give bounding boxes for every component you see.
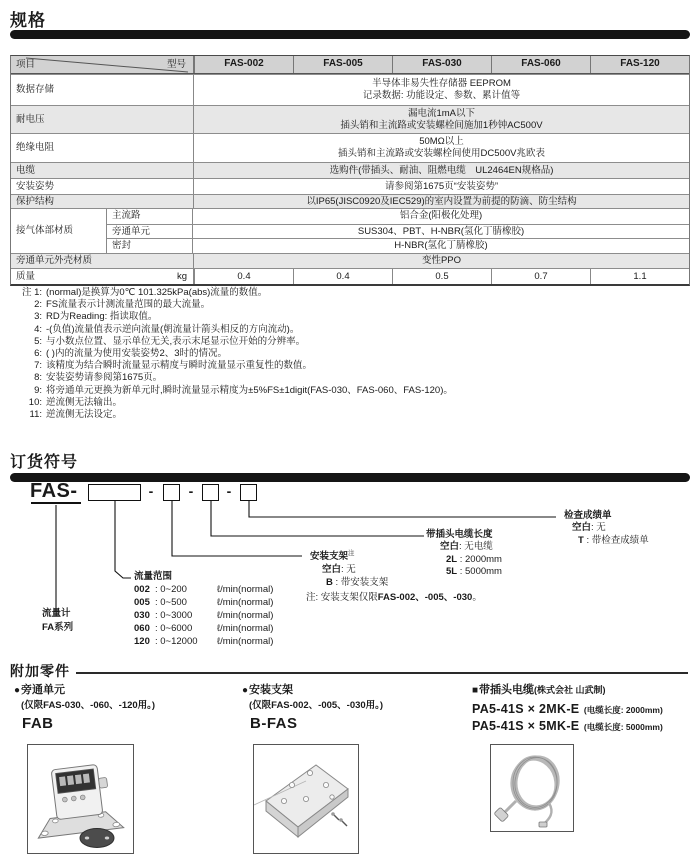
cable-length-legend	[426, 529, 502, 579]
note-number: 2:	[34, 299, 42, 311]
flow-range-code: 060	[134, 623, 150, 634]
order-code-box-certificate	[240, 484, 257, 501]
spec-table-header-row	[11, 56, 689, 74]
bypass-unit-image-frame	[27, 744, 134, 854]
part-bypass-unit	[14, 683, 155, 732]
order-code-prefix-underline	[31, 502, 81, 504]
note-item	[12, 372, 684, 384]
flow-range-item	[134, 609, 273, 622]
column-header-fas002: FAS-002	[194, 56, 293, 73]
row-value	[194, 75, 689, 105]
note-number: 11:	[29, 409, 42, 421]
row-value	[194, 134, 689, 162]
note-number: 8:	[34, 372, 42, 384]
row-value-line: 半导体非易失性存储器 EEPROM	[372, 78, 511, 90]
flow-range-unit: ℓ/min(normal)	[217, 636, 274, 647]
note-number: 4:	[34, 323, 42, 335]
flowmeter-series-label	[42, 607, 73, 634]
flow-range-code: 005	[134, 597, 150, 608]
certificate-title: 检查成绩单	[564, 510, 612, 521]
order-code-dash: -	[148, 483, 154, 499]
option-value: : 无电缆	[459, 541, 493, 553]
spec-section-divider-bar	[10, 30, 690, 39]
option-key: B	[326, 576, 333, 588]
row-value-line: 插头销和主流路或安装螺栓间使用DC500V兆欧表	[338, 148, 545, 159]
part-title: 安装支架	[249, 684, 294, 696]
mass-label: 质量	[16, 270, 36, 282]
flow-range-item	[134, 622, 273, 635]
note-item	[12, 385, 684, 397]
parts-section-title: 附加零件	[10, 663, 70, 679]
flowmeter-label-line2: FA系列	[42, 621, 74, 633]
note-text: ( )内的流量为使用安装姿势2、3时的情况。	[46, 348, 228, 360]
column-header-fas120: FAS-120	[590, 56, 689, 73]
cable-model-length: (电缆长度: 2000mm)	[583, 705, 663, 715]
note-item	[12, 287, 684, 299]
cable-model-line	[472, 701, 663, 718]
option-key: T	[578, 534, 584, 546]
flow-range-value: : 0~6000	[155, 623, 193, 634]
row-value-line: 漏电流1mA以下	[407, 107, 476, 119]
bullet-icon: ●	[242, 685, 249, 696]
mass-value-fas030: 0.5	[392, 269, 491, 284]
part-title-line	[242, 683, 383, 698]
sub-row-value: SUS304、PBT、H-NBR(氢化丁腈橡胶)	[357, 225, 525, 237]
cable-length-option	[440, 541, 502, 553]
note-item	[12, 348, 684, 360]
part-model: FAB	[22, 715, 54, 732]
corner-item-label: 项目	[16, 59, 36, 70]
flow-range-code: 030	[134, 610, 150, 621]
row-label: 数据存储	[11, 75, 194, 105]
mounting-bracket-image	[254, 745, 357, 852]
table-row-protection	[11, 194, 689, 208]
note-text: 逆流侧无法输出。	[46, 396, 123, 408]
square-marker-icon: ■	[472, 685, 479, 696]
row-label: 绝缘电阻	[11, 134, 194, 162]
note-item	[12, 336, 684, 348]
cable-model-length: (电缆长度: 5000mm)	[583, 722, 663, 732]
note-text: 与小数点位置、显示单位无关,表示末尾显示位开始的分辨率。	[46, 335, 306, 347]
mounting-bracket-image-frame	[253, 744, 359, 854]
table-row-data-storage	[11, 74, 689, 105]
sub-row-label: 旁通单元	[107, 225, 193, 239]
note-text: FS流量表示计测流量范围的最大流量。	[46, 299, 211, 311]
flow-range-value: : 0~500	[155, 597, 187, 608]
option-key: 空白	[440, 541, 460, 553]
note-number: 10:	[28, 396, 42, 408]
option-value: : 带安装支架	[332, 576, 389, 588]
option-key: 5L	[446, 566, 458, 578]
flow-range-item	[134, 583, 273, 596]
flow-range-code: 002	[134, 584, 150, 595]
bracket-title: 安装支架	[310, 551, 349, 563]
sub-row-value: 铝合金(阳极化处理)	[399, 210, 483, 222]
row-label	[11, 269, 194, 284]
part-title-line	[472, 683, 663, 698]
order-code-box-cable-length	[202, 484, 219, 501]
bracket-option	[326, 577, 482, 590]
cable-model-name: PA5-41S × 5MK-E	[472, 719, 580, 733]
order-code-prefix: FAS-	[30, 480, 78, 502]
flow-range-value: : 0~200	[155, 584, 187, 595]
wetted-sub-rows	[107, 209, 689, 253]
row-value: 选购件(带插头、耐油、阻燃电缆 UL2464EN规格品)	[329, 164, 554, 176]
cable-image-frame	[490, 744, 574, 832]
table-row-wetted-material	[11, 208, 689, 253]
note-item	[12, 409, 684, 421]
note-text: 将旁通单元更换为新单元时,瞬时流量显示精度为±5%FS±1digit(FAS-030、FAS-060、FAS-120)。	[46, 384, 453, 396]
note-text: 该精度为结合瞬时流量显示精度与瞬时流量显示重复性的数值。	[46, 360, 313, 372]
option-value: : 无	[341, 563, 356, 575]
bullet-icon: ●	[14, 685, 21, 696]
row-label: 耐电压	[11, 106, 194, 133]
note-number: 7:	[34, 360, 42, 372]
option-key: 2L	[446, 553, 458, 565]
part-cable	[472, 683, 663, 735]
flow-range-value: : 0~3000	[155, 610, 193, 621]
note-text: (normal)是换算为0℃ 101.325kPa(abs)流量的数值。	[46, 287, 268, 298]
mass-value-fas060: 0.7	[491, 269, 590, 284]
option-value: : 5000mm	[457, 566, 502, 578]
mass-unit: kg	[176, 270, 187, 282]
row-value: 变性PPO	[421, 255, 462, 267]
spec-section-title: 规格	[10, 11, 46, 30]
note-number: 9:	[34, 384, 42, 396]
part-title: 旁通单元	[21, 684, 66, 696]
row-label: 旁通单元外壳材质	[11, 254, 194, 268]
sub-row-label: 密封	[107, 239, 193, 253]
flow-range-unit: ℓ/min(normal)	[217, 623, 274, 634]
row-value-line: 50MΩ以上	[419, 136, 464, 148]
flow-range-unit: ℓ/min(normal)	[217, 584, 274, 595]
flow-range-item	[134, 596, 273, 609]
row-value: 以IP65(JISC0920及IEC529)的室内设置为前提的防滴、防尘结构	[306, 195, 577, 207]
column-header-fas030: FAS-030	[392, 56, 491, 73]
cable-model-name: PA5-41S × 2MK-E	[472, 702, 580, 716]
certificate-option	[578, 535, 649, 547]
note-text: 安装姿势请参阅第1675页。	[46, 372, 163, 384]
bracket-note-post: 。	[472, 591, 482, 603]
row-value: 请参阅第1675页“安装姿势”	[385, 180, 498, 192]
row-label: 安装姿势	[11, 179, 194, 194]
note-text: -(负值)流量值表示逆向流量(朝流量计箭头相反的方向流动)。	[46, 323, 300, 335]
note-number: 5:	[34, 335, 42, 347]
sub-row-label: 主流路	[107, 209, 193, 224]
column-header-fas060: FAS-060	[491, 56, 590, 73]
note-item	[12, 324, 684, 336]
note-item	[12, 311, 684, 323]
row-label: 接气体部材质	[11, 209, 107, 253]
flow-range-unit: ℓ/min(normal)	[217, 610, 274, 621]
sub-row-main-path	[107, 209, 689, 224]
table-row-withstand-voltage	[11, 105, 689, 133]
order-code-dash: -	[188, 483, 194, 499]
table-row-insulation	[11, 133, 689, 162]
row-label: 电缆	[11, 163, 194, 178]
flow-range-legend	[134, 570, 273, 648]
flowmeter-label-line1: 流量计	[42, 608, 71, 619]
row-value-line: 记录数据: 功能设定、参数、累计值等	[362, 90, 521, 101]
part-maker: (株式会社 山武制)	[534, 685, 606, 695]
order-section-title: 订货符号	[10, 454, 79, 471]
notes-list	[12, 287, 684, 421]
sub-row-value: H-NBR(氢化丁腈橡胶)	[394, 240, 488, 252]
option-value: : 无	[591, 522, 606, 534]
part-title-line	[14, 683, 155, 698]
flow-range-code: 120	[134, 636, 150, 647]
cable-length-option	[446, 566, 502, 578]
order-code-box-flow-range	[88, 484, 141, 501]
note-text: RD为Reading: 指读取值。	[46, 311, 158, 323]
note-number: 3:	[34, 311, 42, 323]
note-item	[12, 299, 684, 311]
option-value: : 2000mm	[457, 553, 502, 565]
mass-value-fas002: 0.4	[194, 269, 293, 284]
note-text: 逆流侧无法设定。	[46, 409, 123, 421]
spec-table-corner-cell	[11, 56, 194, 73]
column-header-fas005: FAS-005	[293, 56, 392, 73]
row-value	[194, 106, 689, 133]
part-scope: (仅限FAS-030、-060、-120用。)	[21, 700, 156, 711]
order-code-dash: -	[226, 483, 232, 499]
note-item	[12, 397, 684, 409]
cable-image	[491, 745, 572, 830]
part-model: B-FAS	[250, 715, 298, 732]
order-code-box-bracket	[163, 484, 180, 501]
bracket-note	[306, 592, 482, 605]
note-number: 注 1:	[21, 287, 42, 298]
note-item	[12, 360, 684, 372]
option-key: 空白	[572, 522, 592, 534]
table-row-bypass-housing	[11, 253, 689, 268]
part-title: 带插头电缆	[479, 684, 535, 696]
mass-value-fas120: 1.1	[590, 269, 689, 284]
note-number: 6:	[34, 348, 42, 360]
option-value: : 带检查成绩单	[583, 534, 649, 546]
sub-row-bypass-unit	[107, 224, 689, 239]
cable-length-title: 带插头电缆长度	[426, 529, 493, 540]
bypass-unit-image	[28, 745, 132, 852]
bracket-footnote-marker: 注	[348, 550, 355, 557]
bracket-note-pre: 注: 安装支架仅限	[306, 591, 378, 603]
row-label: 保护结构	[11, 195, 194, 208]
cable-model-line	[472, 718, 663, 735]
part-mounting-bracket	[242, 683, 383, 732]
table-row-mass	[11, 268, 689, 284]
flow-range-item	[134, 635, 273, 648]
flow-range-value: : 0~12000	[155, 636, 198, 647]
row-value-line: 插头销和主流路或安装螺栓间施加1秒钟AC500V	[340, 119, 543, 131]
bracket-note-models: FAS-002、-005、-030	[377, 591, 473, 603]
table-row-cable	[11, 162, 689, 178]
part-scope: (仅限FAS-002、-005、-030用。)	[249, 700, 384, 711]
option-key: 空白	[322, 563, 342, 575]
corner-model-label: 型号	[166, 59, 186, 70]
certificate-option	[572, 522, 649, 534]
table-row-mounting-posture	[11, 178, 689, 194]
flow-range-unit: ℓ/min(normal)	[217, 597, 274, 608]
certificate-legend	[560, 510, 649, 547]
flow-range-title: 流量范围	[134, 571, 173, 582]
parts-section-rule	[76, 672, 688, 674]
mass-value-fas005: 0.4	[293, 269, 392, 284]
sub-row-seal	[107, 238, 689, 253]
spec-table	[10, 55, 690, 286]
cable-length-option	[446, 554, 502, 566]
